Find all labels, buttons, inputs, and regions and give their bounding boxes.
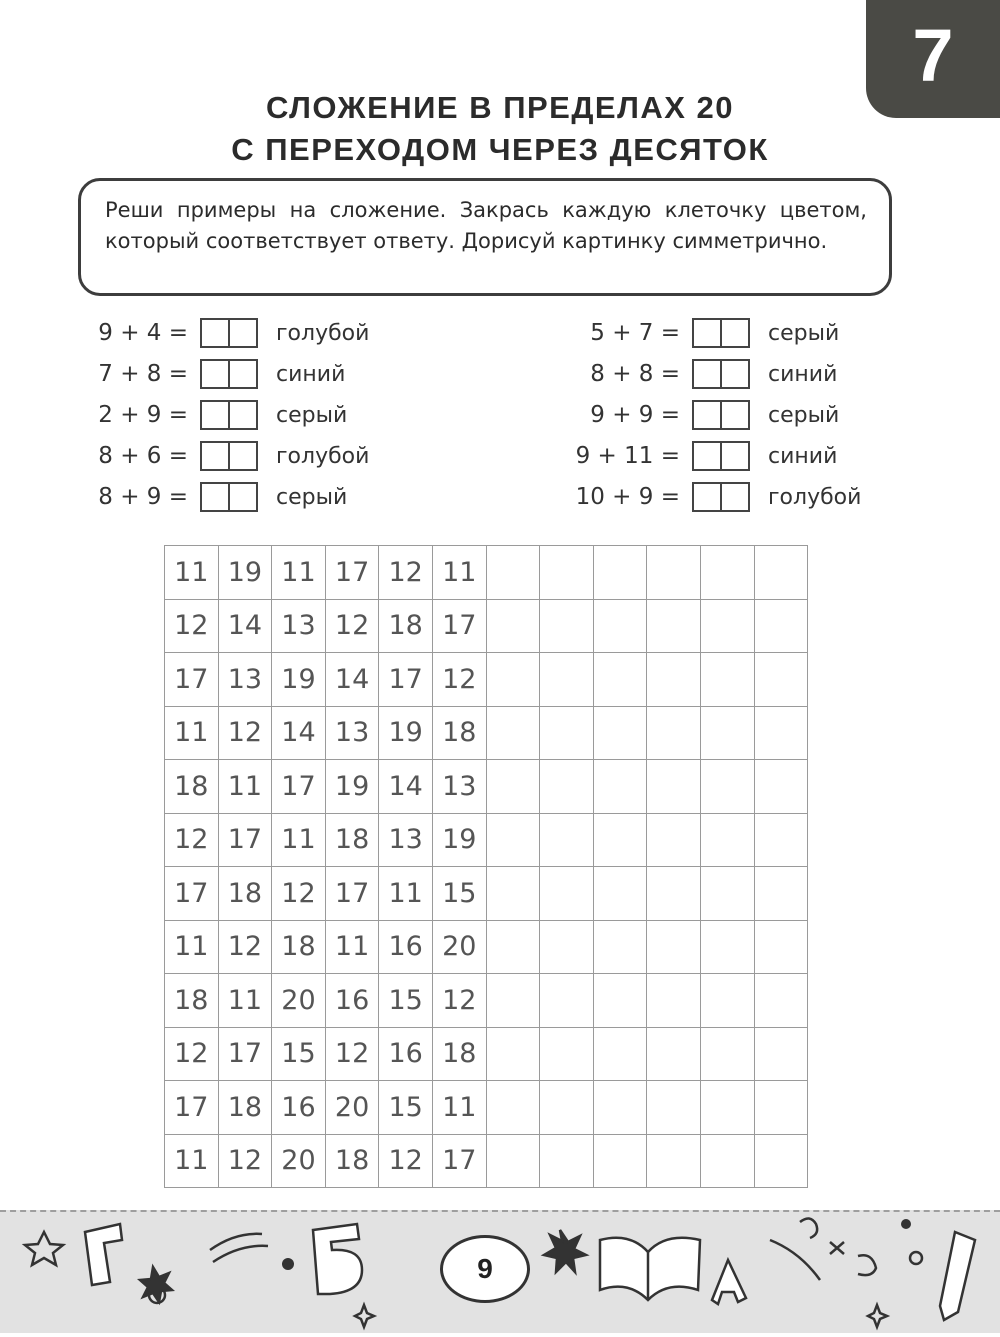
page-title-line-1: СЛОЖЕНИЕ В ПРЕДЕЛАХ 20 [265,90,735,125]
answer-box[interactable] [692,482,750,512]
grid-cell-empty[interactable] [487,653,541,707]
grid-cell-number[interactable]: 19 [379,707,433,761]
grid-cell-number[interactable]: 18 [219,1081,273,1135]
color-label: серый [276,484,348,510]
grid-cell-empty[interactable] [594,1135,648,1189]
grid-cell-empty[interactable] [701,921,755,975]
grid-cell-empty[interactable] [594,921,648,975]
grid-cell-empty[interactable] [540,1081,594,1135]
grid-cell-number[interactable]: 11 [219,974,273,1028]
grid-cell-empty[interactable] [487,974,541,1028]
grid-cell-number[interactable]: 13 [379,814,433,868]
grid-cell-number[interactable]: 15 [379,974,433,1028]
equation-expression: 9 + 9 = [590,402,680,428]
grid-cell-empty[interactable] [487,707,541,761]
grid-cell-empty[interactable] [701,974,755,1028]
grid-cell-empty[interactable] [701,1081,755,1135]
grid-cell-empty[interactable] [540,653,594,707]
grid-cell-empty[interactable] [487,1028,541,1082]
grid-cell-number[interactable]: 12 [433,974,487,1028]
grid-cell-number[interactable]: 11 [379,867,433,921]
grid-cell-empty[interactable] [755,546,809,600]
grid-cell-number[interactable]: 16 [272,1081,326,1135]
grid-cell-empty[interactable] [594,1028,648,1082]
grid-cell-number[interactable]: 20 [272,974,326,1028]
equation-expression: 10 + 9 = [575,484,680,510]
color-label: серый [768,320,840,346]
grid-cell-number[interactable]: 11 [165,1135,219,1189]
grid-cell-empty[interactable] [540,814,594,868]
grid-cell-empty[interactable] [755,921,809,975]
equation-row [540,439,837,473]
coloring-grid [164,545,808,1188]
grid-cell-number[interactable]: 17 [326,867,380,921]
grid-cell-empty[interactable] [755,707,809,761]
grid-cell-number[interactable]: 13 [433,760,487,814]
grid-cell-empty[interactable] [701,867,755,921]
color-label: синий [768,443,838,469]
grid-cell-empty[interactable] [540,760,594,814]
grid-cell-number[interactable]: 17 [165,867,219,921]
grid-cell-empty[interactable] [647,1081,701,1135]
equation-expression: 7 + 8 = [98,361,188,387]
equation-row [72,316,369,350]
grid-cell-number[interactable]: 18 [165,760,219,814]
grid-cell-empty[interactable] [540,867,594,921]
grid-cell-empty[interactable] [701,600,755,654]
grid-cell-empty[interactable] [701,1135,755,1189]
grid-cell-empty[interactable] [540,1135,594,1189]
grid-cell-empty[interactable] [647,867,701,921]
grid-cell-number[interactable]: 14 [326,653,380,707]
grid-cell-empty[interactable] [755,867,809,921]
grid-cell-number[interactable]: 12 [165,1028,219,1082]
grid-cell-empty[interactable] [755,653,809,707]
chapter-badge: 7 [866,0,1000,118]
grid-cell-number[interactable]: 11 [165,707,219,761]
grid-cell-number[interactable]: 15 [272,1028,326,1082]
grid-cell-number[interactable]: 12 [165,600,219,654]
grid-cell-empty[interactable] [594,707,648,761]
grid-cell-number[interactable]: 11 [272,814,326,868]
grid-cell-empty[interactable] [540,600,594,654]
grid-cell-number[interactable]: 17 [219,814,273,868]
equation-row [72,357,345,391]
grid-cell-number[interactable]: 19 [219,546,273,600]
grid-cell-empty[interactable] [487,546,541,600]
grid-cell-number[interactable]: 12 [165,814,219,868]
grid-cell-number[interactable]: 12 [326,600,380,654]
grid-cell-empty[interactable] [647,921,701,975]
color-label: синий [276,361,346,387]
grid-cell-empty[interactable] [701,760,755,814]
grid-cell-number[interactable]: 19 [326,760,380,814]
grid-cell-number[interactable]: 20 [433,921,487,975]
grid-cell-number[interactable]: 17 [219,1028,273,1082]
grid-cell-number[interactable]: 11 [272,546,326,600]
answer-box[interactable] [200,359,258,389]
equation-row [540,398,839,432]
open-book-icon [600,1238,700,1300]
grid-cell-empty[interactable] [594,814,648,868]
grid-cell-empty[interactable] [755,1135,809,1189]
grid-cell-number[interactable]: 17 [272,760,326,814]
grid-cell-number[interactable]: 13 [326,707,380,761]
grid-cell-empty[interactable] [647,760,701,814]
grid-cell-number[interactable]: 12 [326,1028,380,1082]
grid-cell-number[interactable]: 11 [219,760,273,814]
grid-cell-empty[interactable] [647,707,701,761]
answer-box[interactable] [692,359,750,389]
grid-cell-empty[interactable] [647,814,701,868]
equation-expression: 9 + 4 = [98,320,188,346]
grid-cell-empty[interactable] [647,653,701,707]
grid-cell-empty[interactable] [647,600,701,654]
grid-cell-number[interactable]: 17 [433,1135,487,1189]
star-burst-icon [544,1230,586,1272]
grid-cell-empty[interactable] [540,707,594,761]
color-label: голубой [276,320,370,346]
grid-cell-empty[interactable] [540,974,594,1028]
grid-cell-number[interactable]: 12 [219,707,273,761]
grid-cell-number[interactable]: 14 [219,600,273,654]
color-label: синий [768,361,838,387]
grid-cell-number[interactable]: 14 [272,707,326,761]
grid-cell-empty[interactable] [701,653,755,707]
grid-cell-number[interactable]: 16 [379,921,433,975]
grid-cell-empty[interactable] [487,814,541,868]
star-burst-icon [140,1267,172,1302]
grid-cell-empty[interactable] [701,1028,755,1082]
equation-expression: 2 + 9 = [98,402,188,428]
grid-cell-empty[interactable] [487,867,541,921]
grid-cell-empty[interactable] [594,546,648,600]
grid-cell-number[interactable]: 18 [219,867,273,921]
grid-cell-empty[interactable] [755,1028,809,1082]
grid-cell-number[interactable]: 11 [433,1081,487,1135]
instruction-box [78,178,892,296]
grid-cell-empty[interactable] [487,1081,541,1135]
grid-cell-number[interactable]: 16 [379,1028,433,1082]
grid-cell-number[interactable]: 12 [379,546,433,600]
page-title-line-2: С ПЕРЕХОДОМ ЧЕРЕЗ ДЕСЯТОК [231,132,769,167]
grid-cell-empty[interactable] [755,760,809,814]
answer-box[interactable] [200,482,258,512]
grid-cell-empty[interactable] [487,600,541,654]
grid-cell-number[interactable]: 18 [379,600,433,654]
grid-cell-number[interactable]: 18 [433,1028,487,1082]
grid-cell-empty[interactable] [487,1135,541,1189]
grid-cell-number[interactable]: 20 [326,1081,380,1135]
grid-cell-number[interactable]: 19 [433,814,487,868]
grid-cell-empty[interactable] [594,760,648,814]
grid-cell-empty[interactable] [487,921,541,975]
color-label: голубой [768,484,862,510]
grid-cell-number[interactable]: 18 [165,974,219,1028]
grid-cell-empty[interactable] [755,1081,809,1135]
grid-cell-number[interactable]: 11 [326,921,380,975]
grid-cell-empty[interactable] [755,814,809,868]
letter-b-icon [313,1224,362,1294]
grid-cell-number[interactable]: 19 [272,653,326,707]
grid-cell-empty[interactable] [594,600,648,654]
grid-cell-number[interactable]: 11 [165,546,219,600]
grid-cell-empty[interactable] [594,867,648,921]
grid-cell-number[interactable]: 17 [326,546,380,600]
grid-cell-number[interactable]: 11 [433,546,487,600]
answer-box[interactable] [692,318,750,348]
grid-cell-empty[interactable] [755,600,809,654]
grid-cell-number[interactable]: 12 [379,1135,433,1189]
answer-box[interactable] [200,441,258,471]
letter-g-icon [85,1224,122,1285]
grid-cell-empty[interactable] [647,974,701,1028]
grid-cell-number[interactable]: 20 [272,1135,326,1189]
grid-cell-number[interactable]: 17 [165,1081,219,1135]
grid-cell-number[interactable]: 12 [219,1135,273,1189]
letter-a-icon [712,1260,746,1304]
instruction-text: Реши примеры на сложение. Закрась каждую клеточку цветом, который соответствует ответу. Дорисуй картинку симметрично. [105,198,867,253]
grid-cell-number[interactable]: 16 [326,974,380,1028]
grid-cell-empty[interactable] [701,707,755,761]
equation-expression: 8 + 8 = [590,361,680,387]
grid-cell-empty[interactable] [594,974,648,1028]
color-label: серый [768,402,840,428]
grid-cell-number[interactable]: 13 [219,653,273,707]
equation-row [72,398,347,432]
grid-cell-number[interactable]: 18 [326,1135,380,1189]
grid-cell-empty[interactable] [487,760,541,814]
grid-cell-number[interactable]: 14 [379,760,433,814]
grid-cell-empty[interactable] [540,1028,594,1082]
equation-expression: 9 + 11 = [575,443,680,469]
grid-cell-number[interactable]: 18 [272,921,326,975]
equation-row [72,480,347,514]
answer-box[interactable] [692,400,750,430]
grid-cell-empty[interactable] [647,546,701,600]
grid-cell-number[interactable]: 11 [165,921,219,975]
grid-cell-empty[interactable] [755,974,809,1028]
grid-cell-number[interactable]: 12 [433,653,487,707]
grid-cell-number[interactable]: 17 [165,653,219,707]
grid-cell-empty[interactable] [594,653,648,707]
color-label: голубой [276,443,370,469]
grid-cell-empty[interactable] [701,546,755,600]
equation-expression: 8 + 9 = [98,484,188,510]
grid-cell-empty[interactable] [540,546,594,600]
grid-cell-number[interactable]: 13 [272,600,326,654]
answer-box[interactable] [692,441,750,471]
equation-expression: 5 + 7 = [590,320,680,346]
equation-row [540,357,837,391]
grid-cell-number[interactable]: 17 [379,653,433,707]
grid-cell-empty[interactable] [647,1135,701,1189]
grid-cell-number[interactable]: 15 [379,1081,433,1135]
equation-row [540,480,861,514]
grid-cell-number[interactable]: 15 [433,867,487,921]
grid-cell-number[interactable]: 17 [433,600,487,654]
equation-row [72,439,369,473]
pencil-icon [940,1232,975,1320]
answer-box[interactable] [200,318,258,348]
grid-cell-empty[interactable] [594,1081,648,1135]
color-label: серый [276,402,348,428]
grid-cell-number[interactable]: 18 [326,814,380,868]
grid-cell-empty[interactable] [647,1028,701,1082]
grid-cell-number[interactable]: 18 [433,707,487,761]
star-outline-icon [25,1232,63,1265]
equation-row [540,316,839,350]
grid-cell-number[interactable]: 12 [219,921,273,975]
grid-cell-number[interactable]: 12 [272,867,326,921]
grid-cell-empty[interactable] [540,921,594,975]
answer-box[interactable] [200,400,258,430]
page-number: 9 [440,1235,530,1303]
equation-expression: 8 + 6 = [98,443,188,469]
grid-cell-empty[interactable] [701,814,755,868]
